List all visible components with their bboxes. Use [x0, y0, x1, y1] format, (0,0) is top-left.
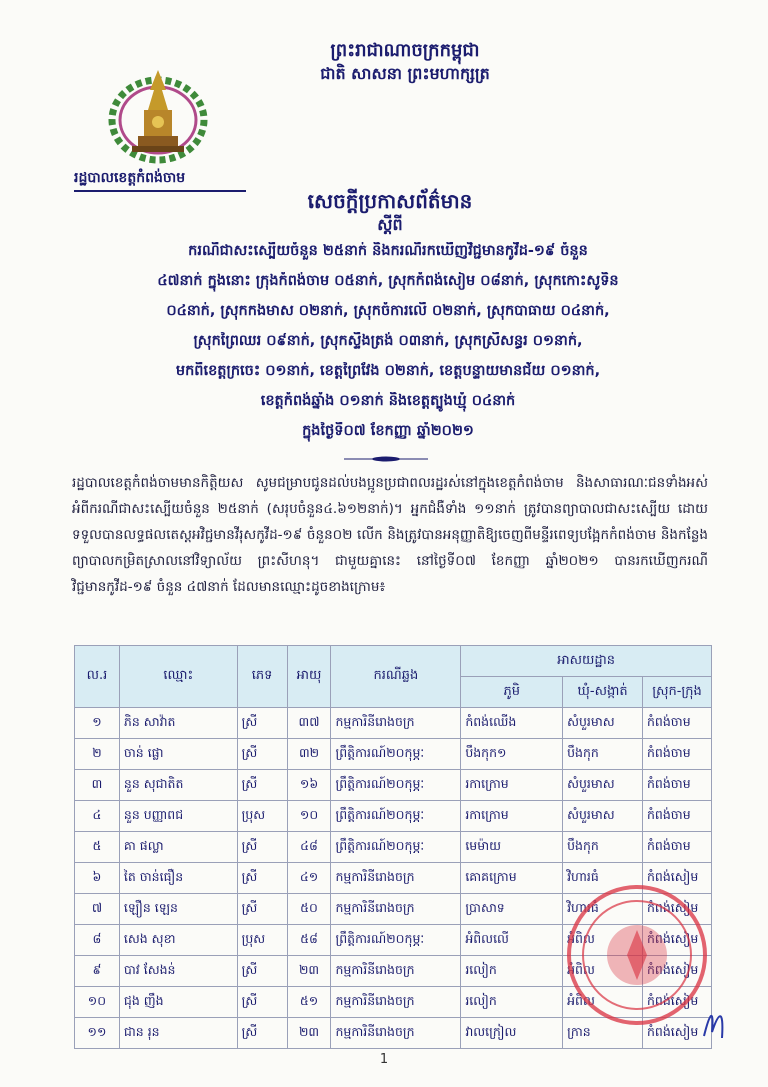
cell-age: ៥០ [287, 894, 331, 925]
cell-village: រលៀក [461, 987, 563, 1018]
cell-no: ៤ [75, 801, 120, 832]
cell-sex: ស្រី [237, 1018, 287, 1049]
cell-no: ៦ [75, 863, 120, 894]
cell-case: ព្រឹត្តិការណ៍២០កុម្ភៈ [331, 801, 461, 832]
cell-no: ៨ [75, 925, 120, 956]
cell-sex: ប្រុស [237, 801, 287, 832]
subject-line: ករណីជាសះស្បើយចំនួន ២៥នាក់ និងករណីរកឃើញវិជ្ជមានកូវីដ-១៩ ចំនួន [188, 243, 588, 259]
cell-case: ព្រឹត្តិការណ៍២០កុម្ភៈ [331, 739, 461, 770]
cell-district: កំពង់សៀម [642, 894, 711, 925]
header-commune: ឃុំ-សង្កាត់ [563, 677, 643, 708]
cell-case: កម្មការិនីរោងចក្រ [331, 894, 461, 925]
cell-no: ១១ [75, 1018, 120, 1049]
cell-name: សេង សុខា [119, 925, 237, 956]
announcement-paragraph: រដ្ឋបាលខេត្តកំពង់ចាមមានកិត្តិយស សូមជម្រាបជូនដល់បងប្អូនប្រជាពលរដ្ឋរស់នៅក្នុងខេត្តកំពង់ចាម និងសាធារណៈជនទាំងអស់ អំពីករណីជាសះស្បើយចំនួន ២៥នាក់ (សរុបចំនួន៤.៦១២នាក់)។ អ្នកជំងឺទាំង ១១នាក់ ត្រូវបានព្យាបាលជាសះស្បើយ ដោយទទួលបានលទ្ធផលតេស្តអវិជ្ជមានវីរុសកូវីដ-១៩ ចំនួន០២ លើក និងត្រូវបានអនុញ្ញាតិឱ្យចេញពីមន្ទីរពេទ្យបង្អែកកំពង់ចាម និងកន្លែងព្យាបាលកម្រិតស្រាលនៅវិទ្យាល័យ ព្រះសីហនុ។ ជាមួយគ្នានេះ នៅថ្ងៃទី០៧ ខែកញ្ញា ឆ្នាំ២០២១ បានរកឃើញករណីវិជ្ជមានកូវីដ-១៩ ចំនួន ៤៧នាក់ ដែលមានឈ្មោះដូចខាងក្រោម៖ [72, 475, 708, 595]
cell-age: ១០ [287, 801, 331, 832]
cell-name: តៃ ចាន់ធឿន [119, 863, 237, 894]
cell-commune: អំពិល [563, 987, 643, 1018]
signature-mark [700, 1002, 730, 1042]
cell-district: កំពង់ចាម [642, 801, 711, 832]
cell-village: រលៀក [461, 956, 563, 987]
cell-no: ១ [75, 708, 120, 739]
cell-commune: វិហារធំ [563, 894, 643, 925]
cell-sex: ស្រី [237, 894, 287, 925]
cell-sex: ស្រី [237, 770, 287, 801]
subject-line: ៤៧នាក់ ក្នុងនោះ ក្រុងកំពង់ចាម ០៥នាក់, ស្រុកកំពង់សៀម ០៨នាក់, ស្រុកកោះសូទិន [157, 273, 619, 289]
cell-village: វាលក្រៀល [461, 1018, 563, 1049]
cell-age: ១៦ [287, 770, 331, 801]
authority-name: រដ្ឋបាលខេត្តកំពង់ចាម [74, 170, 186, 186]
kingdom-heading: ព្រះរាជាណាចក្រកម្ពុជា [330, 40, 480, 61]
cell-sex: ស្រី [237, 956, 287, 987]
cell-district: កំពង់ចាម [642, 739, 711, 770]
cell-name: គា ផល្លា [119, 832, 237, 863]
ornamental-separator [344, 455, 428, 463]
cell-case: កម្មការិនីរោងចក្រ [331, 987, 461, 1018]
subject-line: មកពីខេត្តក្រចេះ ០១នាក់, ខេត្តព្រៃវែង ០២នាក់, ខេត្តបន្ទាយមានជ័យ ០១នាក់, [175, 363, 601, 379]
subject-line: ខេត្តកំពង់ឆ្នាំង ០១នាក់ និងខេត្តត្បូងឃ្មុំ ០៤នាក់ [260, 393, 516, 409]
cell-sex: ស្រី [237, 708, 287, 739]
cell-age: ២៣ [287, 956, 331, 987]
cell-age: ៤៨ [287, 832, 331, 863]
subject-line: ក្នុងថ្ងៃទី០៧ ខែកញ្ញា ឆ្នាំ២០២១ [302, 423, 474, 439]
cell-no: ២ [75, 739, 120, 770]
cell-commune: វិហារធំ [563, 863, 643, 894]
cell-village: មេម៉ាយ [461, 832, 563, 863]
cell-commune: សំបួរមាស [563, 801, 643, 832]
cell-age: ៣៧ [287, 708, 331, 739]
cell-no: ៩ [75, 956, 120, 987]
cell-commune: អំពិល [563, 925, 643, 956]
cell-no: ១០ [75, 987, 120, 1018]
cell-district: កំពង់សៀម [642, 1018, 711, 1049]
cell-sex: ស្រី [237, 863, 287, 894]
cell-district: កំពង់ចាម [642, 708, 711, 739]
header-age: អាយុ [287, 646, 331, 708]
cell-age: ៤១ [287, 863, 331, 894]
header-address: អាសយដ្ឋាន [461, 646, 712, 677]
cell-sex: ស្រី [237, 739, 287, 770]
cell-district: កំពង់សៀម [642, 987, 711, 1018]
table-row [75, 832, 712, 863]
cell-age: ៣២ [287, 739, 331, 770]
header-sex: ភេទ [237, 646, 287, 708]
cell-name: បាវ សែងន់ [119, 956, 237, 987]
cell-case: ព្រឹត្តិការណ៍២០កុម្ភៈ [331, 925, 461, 956]
table-row [75, 770, 712, 801]
cell-name: ជុង ញឹង [119, 987, 237, 1018]
cell-village: ប្រាសាទ [461, 894, 563, 925]
document-title: សេចក្តីប្រកាសព័ត៌មាន [307, 189, 473, 213]
cell-case: ព្រឹត្តិការណ៍២០កុម្ភៈ [331, 832, 461, 863]
header-case: ករណីឆ្លង [331, 646, 461, 708]
cell-age: ២៣ [287, 1018, 331, 1049]
subject-line: ០៤នាក់, ស្រុកកងមាស ០២នាក់, ស្រុកចំការលើ ០២នាក់, ស្រុកបាធាយ ០៤នាក់, [166, 303, 610, 319]
header-village: ភូមិ [461, 677, 563, 708]
document-subtitle: ស្តីពី [377, 215, 403, 234]
cell-commune: ក្រាន [563, 1018, 643, 1049]
official-stamp [562, 880, 712, 1030]
cell-no: ៣ [75, 770, 120, 801]
table-row [75, 708, 712, 739]
cell-commune: សំបួរមាស [563, 708, 643, 739]
cell-village: កំពង់ឈើង [461, 708, 563, 739]
cell-village: បឹងកុក១ [461, 739, 563, 770]
header-no: ល.រ [75, 646, 120, 708]
cell-district: កំពង់ចាម [642, 832, 711, 863]
emblem-logo [104, 62, 212, 168]
header-district: ស្រុក-ក្រុង [642, 677, 711, 708]
cell-district: កំពង់ចាម [642, 770, 711, 801]
cell-commune: អំពិល [563, 956, 643, 987]
cell-case: ព្រឹត្តិការណ៍២០កុម្ភៈ [331, 770, 461, 801]
cell-no: ៥ [75, 832, 120, 863]
cell-name: នួន សុជាតិត [119, 770, 237, 801]
cell-name: ឡឿន ឡេន [119, 894, 237, 925]
cell-age: ៥១ [287, 987, 331, 1018]
cell-name: ចាន់ ផ្លោ [119, 739, 237, 770]
motto-heading: ជាតិ សាសនា ព្រះមហាក្សត្រ [320, 64, 490, 83]
cell-village: អំពិលលើ [461, 925, 563, 956]
cell-village: គោគក្រោម [461, 863, 563, 894]
cell-sex: ប្រុស [237, 925, 287, 956]
cell-case: កម្មការិនីរោងចក្រ [331, 708, 461, 739]
cell-commune: សំបួរមាស [563, 770, 643, 801]
cell-age: ៥៨ [287, 925, 331, 956]
cell-sex: ស្រី [237, 832, 287, 863]
table-row [75, 739, 712, 770]
cell-village: រកាក្រោម [461, 770, 563, 801]
cell-village: រកាក្រោម [461, 801, 563, 832]
page-number: 1 [379, 1052, 389, 1067]
cell-commune: បឹងកុក [563, 739, 643, 770]
cell-case: កម្មការិនីរោងចក្រ [331, 1018, 461, 1049]
table-row [75, 801, 712, 832]
cell-sex: ស្រី [237, 987, 287, 1018]
cell-commune: បឹងកុក [563, 832, 643, 863]
cell-name: ភិន សាវ៉ាត [119, 708, 237, 739]
subject-line: ស្រុកព្រៃឈរ ០៩នាក់, ស្រុកស្ទឹងត្រង់ ០៣នាក់, ស្រុកស្រីសន្ធរ ០១នាក់, [193, 333, 583, 349]
cell-name: ជាន រុន [119, 1018, 237, 1049]
cell-case: កម្មការិនីរោងចក្រ [331, 863, 461, 894]
cell-case: កម្មការិនីរោងចក្រ [331, 956, 461, 987]
cell-district: កំពង់សៀម [642, 925, 711, 956]
cell-district: កំពង់សៀម [642, 863, 711, 894]
cell-no: ៧ [75, 894, 120, 925]
cell-name: នួន បញ្ញាពជ [119, 801, 237, 832]
cell-district: កំពង់សៀម [642, 956, 711, 987]
header-name: ឈ្មោះ [119, 646, 237, 708]
